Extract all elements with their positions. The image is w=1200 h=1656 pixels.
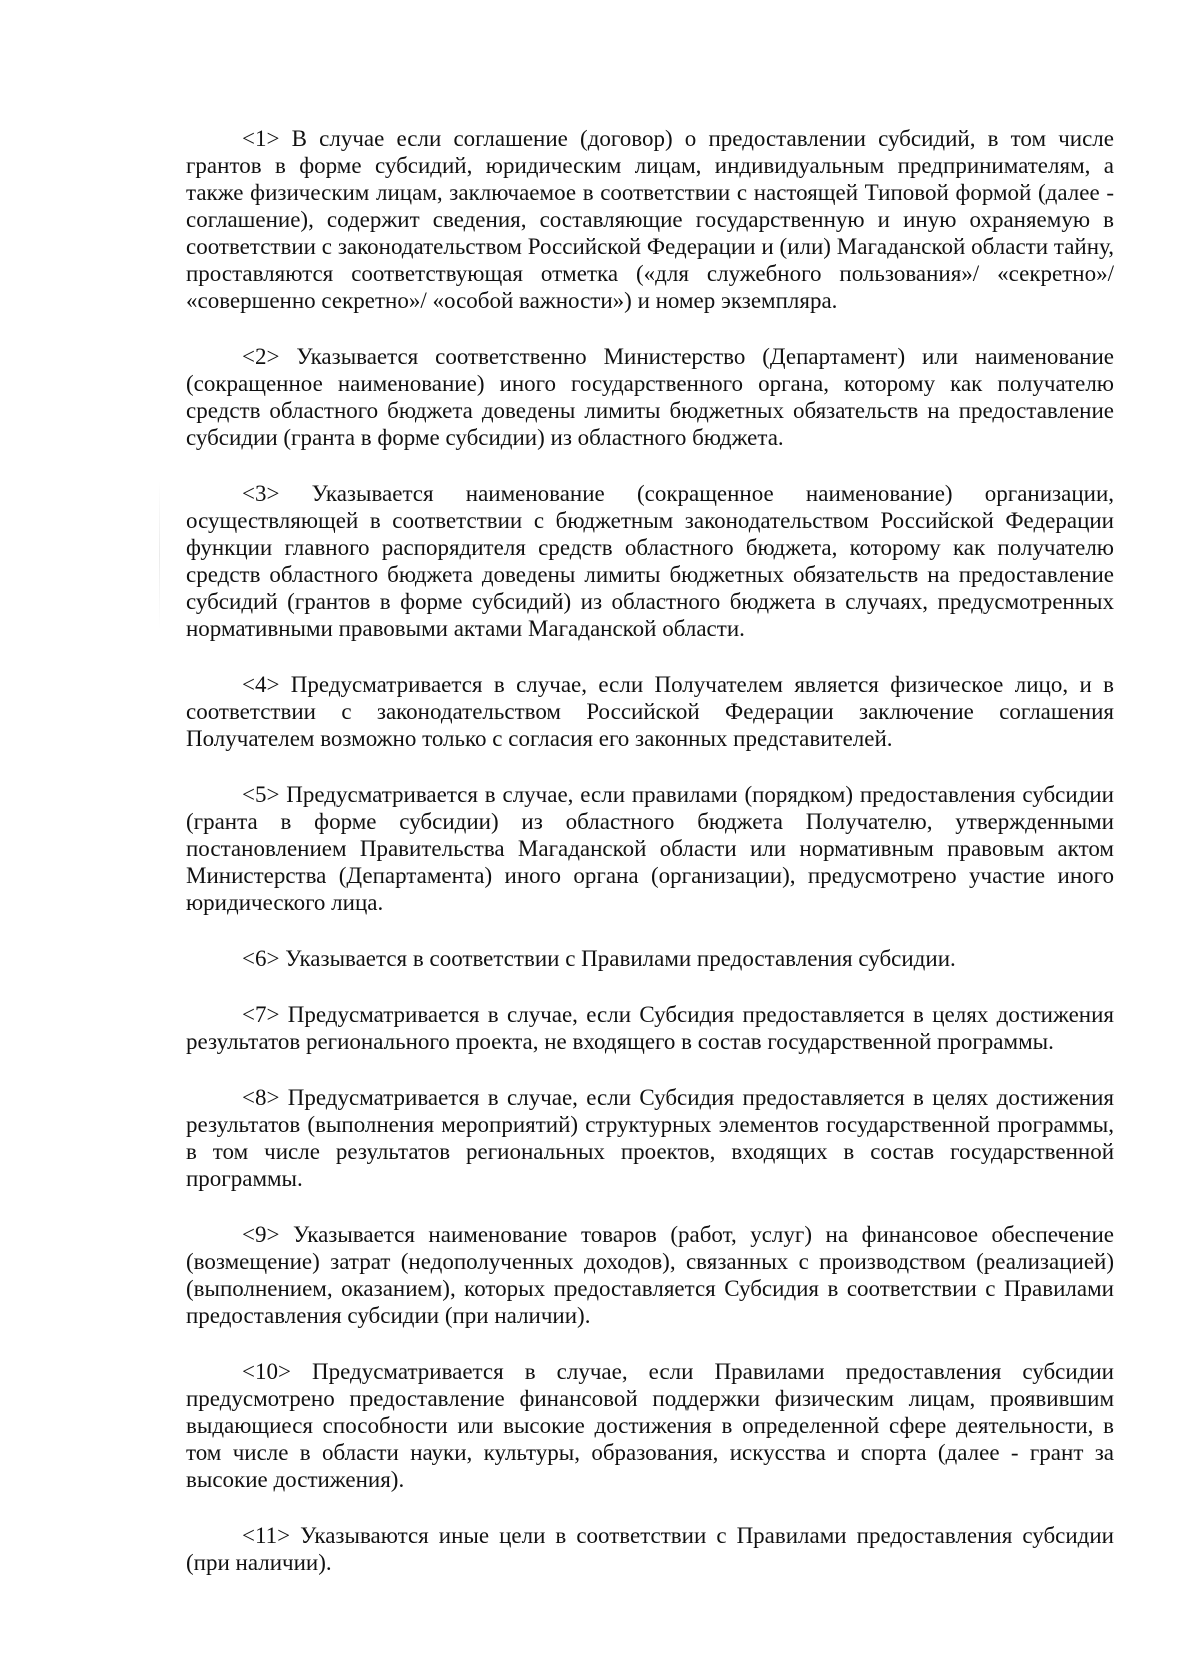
footnote-1: <1> В случае если соглашение (договор) о предоставлении субсидий, в том числе грантов в форме субсидий, юридическим лицам, индивидуальным предпринимателям, а также физическим лицам, заключаемое в соответствии с настоящей Типовой формой (далее - соглашение), содержит сведения, составляющие государственную и иную охраняемую в соответствии с законодательством Российской Федерации и (или) Магаданской области тайну, проставляются соответствующая отметка («для служебного пользования»/ «секретно»/ «совершенно секретно»/ «особой важности») и номер экземпляра.	[186, 126, 1114, 313]
footnote-4: <4> Предусматривается в случае, если Получателем является физическое лицо, и в соответствии с законодательством Российской Федерации заключение соглашения Получателем возможно только с согласия его законных представителей.	[186, 672, 1114, 751]
footnote-10: <10> Предусматривается в случае, если Правилами предоставления субсидии предусмотрено предоставление финансовой поддержки физическим лицам, проявившим выдающиеся способности или высокие достижения в определенной сфере деятельности, в том числе в области науки, культуры, образования, искусства и спорта (далее - грант за высокие достижения).	[186, 1359, 1114, 1492]
scan-crease	[159, 480, 160, 630]
footnote-7: <7> Предусматривается в случае, если Субсидия предоставляется в целях достижения результатов регионального проекта, не входящего в состав государственной программы.	[186, 1002, 1114, 1054]
footnote-5: <5> Предусматривается в случае, если правилами (порядком) предоставления субсидии (гранта в форме субсидии) из областного бюджета Получателю, утвержденными постановлением Правительства Магаданской области или нормативным правовым актом Министерства (Департамента) иного органа (организации), предусмотрено участие иного юридического лица.	[186, 782, 1114, 915]
footnote-9: <9> Указывается наименование товаров (работ, услуг) на финансовое обеспечение (возмещение) затрат (недополученных доходов), связанных с производством (реализацией) (выполнением, оказанием), которых предоставляется Субсидия в соответствии с Правилами предоставления субсидии (при наличии).	[186, 1222, 1114, 1328]
footnote-11: <11> Указываются иные цели в соответствии с Правилами предоставления субсидии (при наличии).	[186, 1523, 1114, 1575]
footnote-3: <3> Указывается наименование (сокращенное наименование) организации, осуществляющей в соответствии с бюджетным законодательством Российской Федерации функции главного распорядителя средств областного бюджета, которому как получателю средств областного бюджета доведены лимиты бюджетных обязательств на предоставление субсидий (грантов в форме субсидий) из областного бюджета в случаях, предусмотренных нормативными правовыми актами Магаданской области.	[186, 481, 1114, 641]
footnote-6: <6> Указывается в соответствии с Правилами предоставления субсидии.	[242, 946, 956, 971]
footnote-2: <2> Указывается соответственно Министерство (Департамент) или наименование (сокращенное наименование) иного государственного органа, которому как получателю средств областного бюджета доведены лимиты бюджетных обязательств на предоставление субсидии (гранта в форме субсидии) из областного бюджета.	[186, 344, 1114, 450]
footnote-8: <8> Предусматривается в случае, если Субсидия предоставляется в целях достижения результатов (выполнения мероприятий) структурных элементов государственной программы, в том числе результатов региональных проектов, входящих в состав государственной программы.	[186, 1085, 1114, 1191]
footnotes-section	[186, 125, 1114, 1576]
